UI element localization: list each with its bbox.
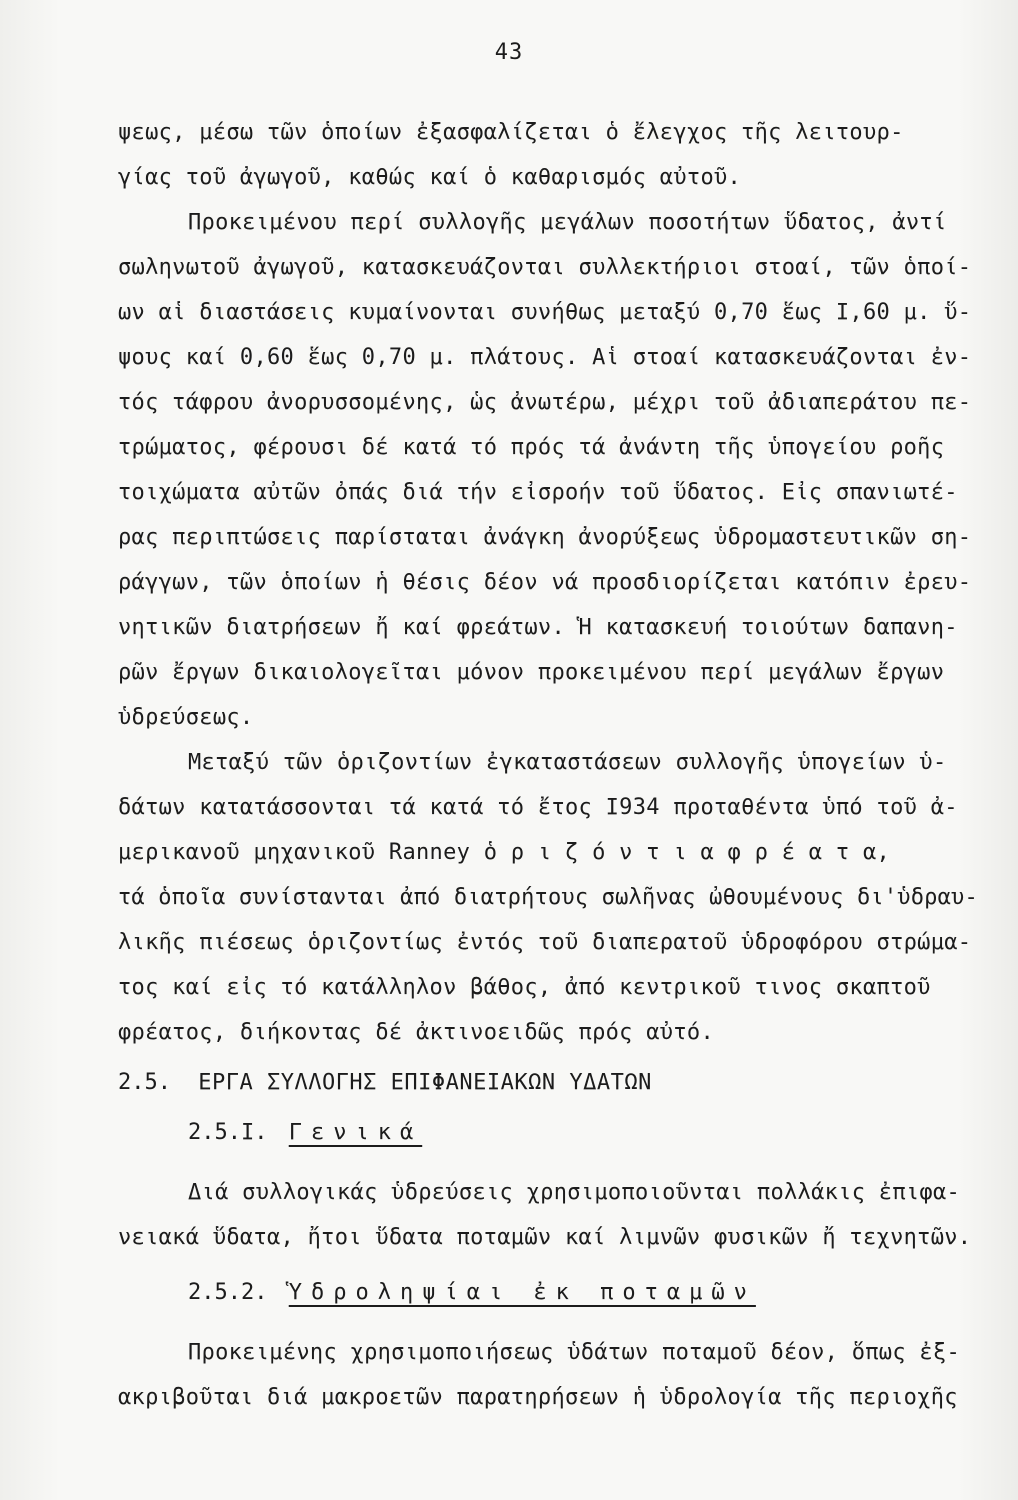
subsection-title: Ὑδροληψίαι ἐκ ποταμῶν: [288, 1280, 756, 1305]
text-line: τά ὁποῖα συνίστανται ἀπό διατρήτους σωλῆνας ὠθουμένους δι'ὑδραυ-: [118, 885, 978, 910]
text-line: ρῶν ἔργων δικαιολογεῖται μόνον προκειμένου περί μεγάλων ἔργων: [118, 660, 945, 685]
text-line: ακριβοῦται διά μακροετῶν παρατηρήσεων ἡ ὑδρολογία τῆς περιοχῆς: [118, 1385, 958, 1410]
subsection-number: 2.5.2.: [188, 1280, 268, 1305]
text-line: Διά συλλογικάς ὑδρεύσεις χρησιμοποιοῦνται πολλάκις ἐπιφα-: [188, 1180, 961, 1205]
text-line: ψους καί 0,60 ἕως 0,70 μ. πλάτους. Αἱ στοαί κατασκευάζονται ἐν-: [118, 345, 972, 370]
text-line: Προκειμένης χρησιμοποιήσεως ὑδάτων ποταμοῦ δέον, ὅπως ἐξ-: [188, 1340, 961, 1365]
text-line: δάτων κατατάσσονται τά κατά τό ἔτος Ι934 προταθέντα ὑπό τοῦ ἀ-: [118, 795, 958, 820]
text-line: ων αἱ διαστάσεις κυμαίνονται συνήθως μεταξύ 0,70 ἕως Ι,60 μ. ὕ-: [118, 300, 972, 325]
text-line: Προκειμένου περί συλλογῆς μεγάλων ποσοτήτων ὕδατος, ἀντί: [188, 210, 947, 235]
text-line: τός τάφρου ἀνορυσσομένης, ὡς ἀνωτέρω, μέχρι τοῦ ἀδιαπεράτου πε-: [118, 390, 972, 415]
text-line: μερικανοῦ μηχανικοῦ Ranney ὁ ρ ι ζ ό ν τ ι α φ ρ έ α τ α,: [118, 840, 891, 865]
section-heading: [118, 1068, 652, 1098]
text-line: σωληνωτοῦ ἀγωγοῦ, κατασκευάζονται συλλεκτήριοι στοαί, τῶν ὁποί-: [118, 255, 972, 280]
text-line: τος καί εἰς τό κατάλληλον βάθος, ἀπό κεντρικοῦ τινος σκαπτοῦ: [118, 975, 931, 1000]
text-line: ὑδρεύσεως.: [118, 705, 254, 730]
subsection-heading: [188, 1118, 422, 1148]
text-line: ράγγων, τῶν ὁποίων ἡ θέσις δέον νά προσδιορίζεται κατόπιν ἐρευ-: [118, 570, 972, 595]
text-line: τοιχώματα αὐτῶν ὀπάς διά τήν εἰσροήν τοῦ ὕδατος. Εἰς σπανιωτέ-: [118, 480, 958, 505]
text-line: Μεταξύ τῶν ὁριζοντίων ἐγκαταστάσεων συλλογῆς ὑπογείων ὑ-: [188, 750, 947, 775]
text-line: φρέατος, διήκοντας δέ ἀκτινοειδῶς πρός αὐτό.: [118, 1020, 714, 1045]
text-line: ψεως, μέσω τῶν ὁποίων ἐξασφαλίζεται ὁ ἔλεγχος τῆς λειτουρ-: [118, 120, 904, 145]
subsection-heading: [188, 1278, 756, 1308]
text-line: νητικῶν διατρήσεων ἤ καί φρεάτων. Ἡ κατασκευή τοιούτων δαπανη-: [118, 615, 958, 640]
page-number: 43: [494, 40, 524, 65]
subsection-title: Γενικά: [288, 1120, 423, 1145]
text-line: λικῆς πιέσεως ὁριζοντίως ἐντός τοῦ διαπερατοῦ ὑδροφόρου στρώμα-: [118, 930, 972, 955]
text-line: νειακά ὕδατα, ἤτοι ὕδατα ποταμῶν καί λιμνῶν φυσικῶν ἤ τεχνητῶν.: [118, 1225, 972, 1250]
section-title: ΕΡΓΑ ΣΥΛΛΟΓΗΣ ΕΠΙΦΑΝΕΙΑΚΩΝ ΥΔΑΤΩΝ: [198, 1070, 652, 1095]
text-line: ρας περιπτώσεις παρίσταται ἀνάγκη ἀνορύξεως ὑδρομαστευτικῶν ση-: [118, 525, 972, 550]
subsection-number: 2.5.Ι.: [188, 1120, 268, 1145]
text-line: τρώματος, φέρουσι δέ κατά τό πρός τά ἀνάντη τῆς ὑπογείου ροῆς: [118, 435, 945, 460]
section-number: 2.5.: [118, 1070, 171, 1095]
text-line: γίας τοῦ ἀγωγοῦ, καθώς καί ὁ καθαρισμός αὐτοῦ.: [118, 165, 742, 190]
